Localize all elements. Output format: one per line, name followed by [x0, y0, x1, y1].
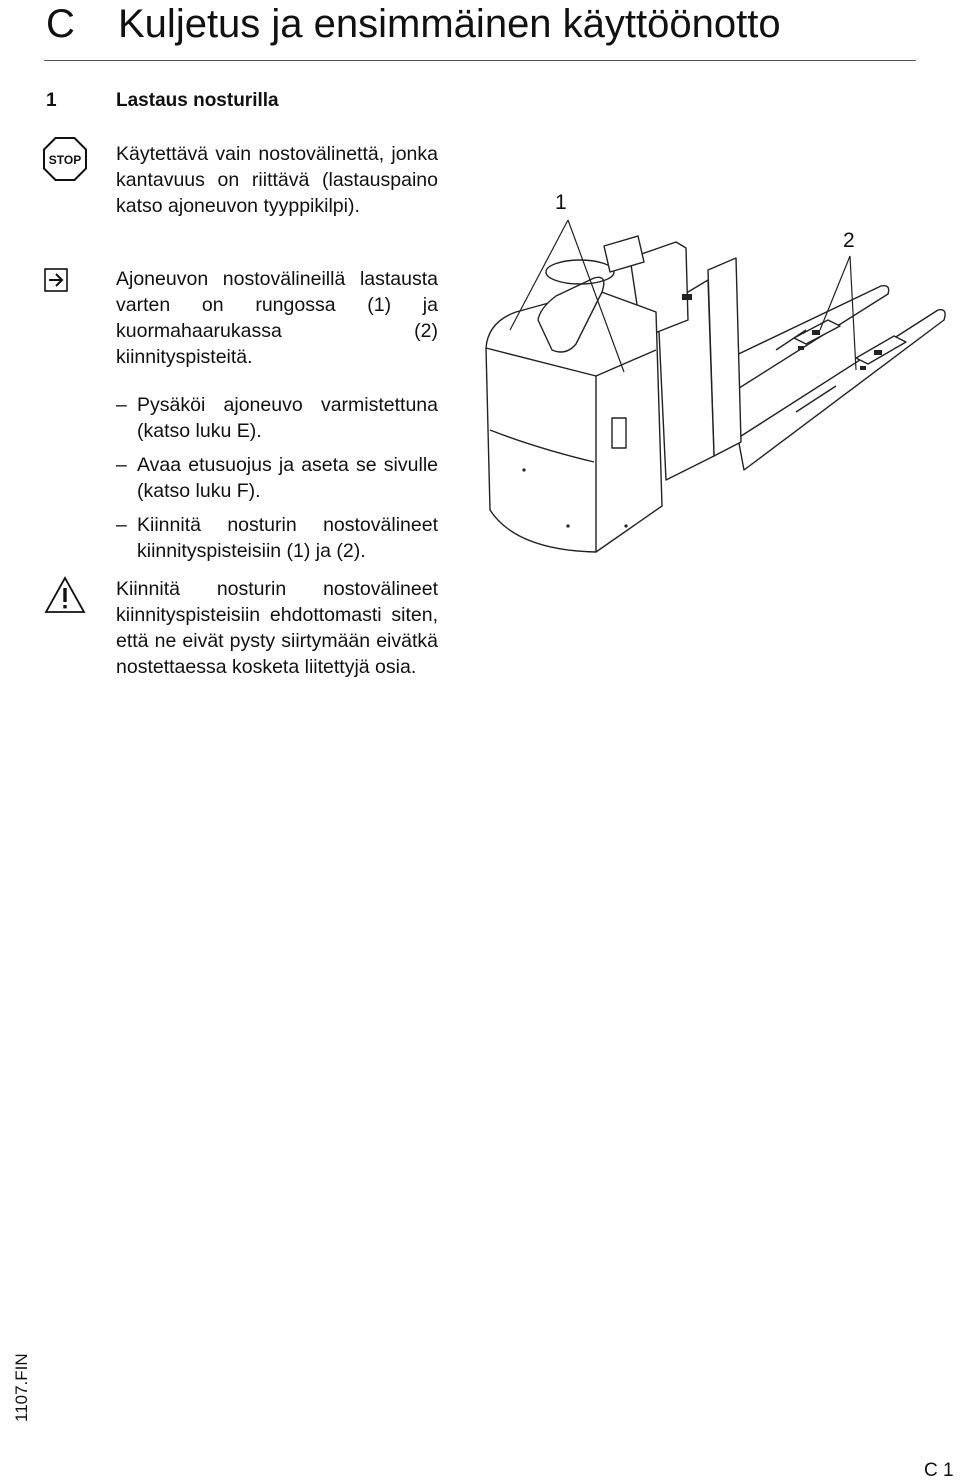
warning-paragraph — [116, 576, 438, 680]
callout-1-label: 1 — [555, 191, 567, 214]
step-item: – Avaa etusuojus ja aseta se sivulle (katso luku F). — [116, 452, 438, 504]
step-item: – Kiinnitä nosturin nostovälineet kiinnityspisteisiin (1) ja (2). — [116, 512, 438, 564]
section-title: Lastaus nosturilla — [116, 90, 279, 111]
chapter-letter: C — [46, 2, 75, 46]
header-rule — [44, 60, 916, 61]
callout-2-label: 2 — [843, 229, 855, 252]
stop-icon-label: STOP — [48, 153, 82, 167]
step-item: – Pysäköi ajoneuvo varmistettuna (katso luku E). — [116, 392, 438, 444]
warning-text: Kiinnitä nosturin nostovälineet kiinnityspisteisiin ehdottomasti siten, että ne eivät pysty siirtymään eivätkä nostettaessa kosketa liitettyjä osia. — [116, 578, 438, 678]
pallet-truck-illustration — [476, 180, 956, 560]
note-text: Ajoneuvon nostovälineillä lastausta varten on rungossa (1) ja kuormahaarukassa (2) kiinnityspisteitä. — [116, 268, 438, 368]
chapter-title: Kuljetus ja ensimmäinen käyttöönotto — [118, 2, 781, 46]
stop-icon — [42, 136, 88, 182]
stop-paragraph — [116, 141, 438, 219]
steps-list — [116, 392, 438, 572]
arrow-right-icon — [44, 268, 68, 292]
stop-text: Käytettävä vain nostovälinettä, jonka kantavuus on riittävä (lastauspaino katso ajoneuvon tyyppikilpi). — [116, 143, 438, 217]
page-number: C 1 — [924, 1460, 954, 1481]
note-paragraph — [116, 266, 438, 370]
document-code: 1107.FIN — [12, 1353, 31, 1422]
warning-triangle-icon — [44, 576, 86, 614]
section-number: 1 — [46, 90, 57, 111]
